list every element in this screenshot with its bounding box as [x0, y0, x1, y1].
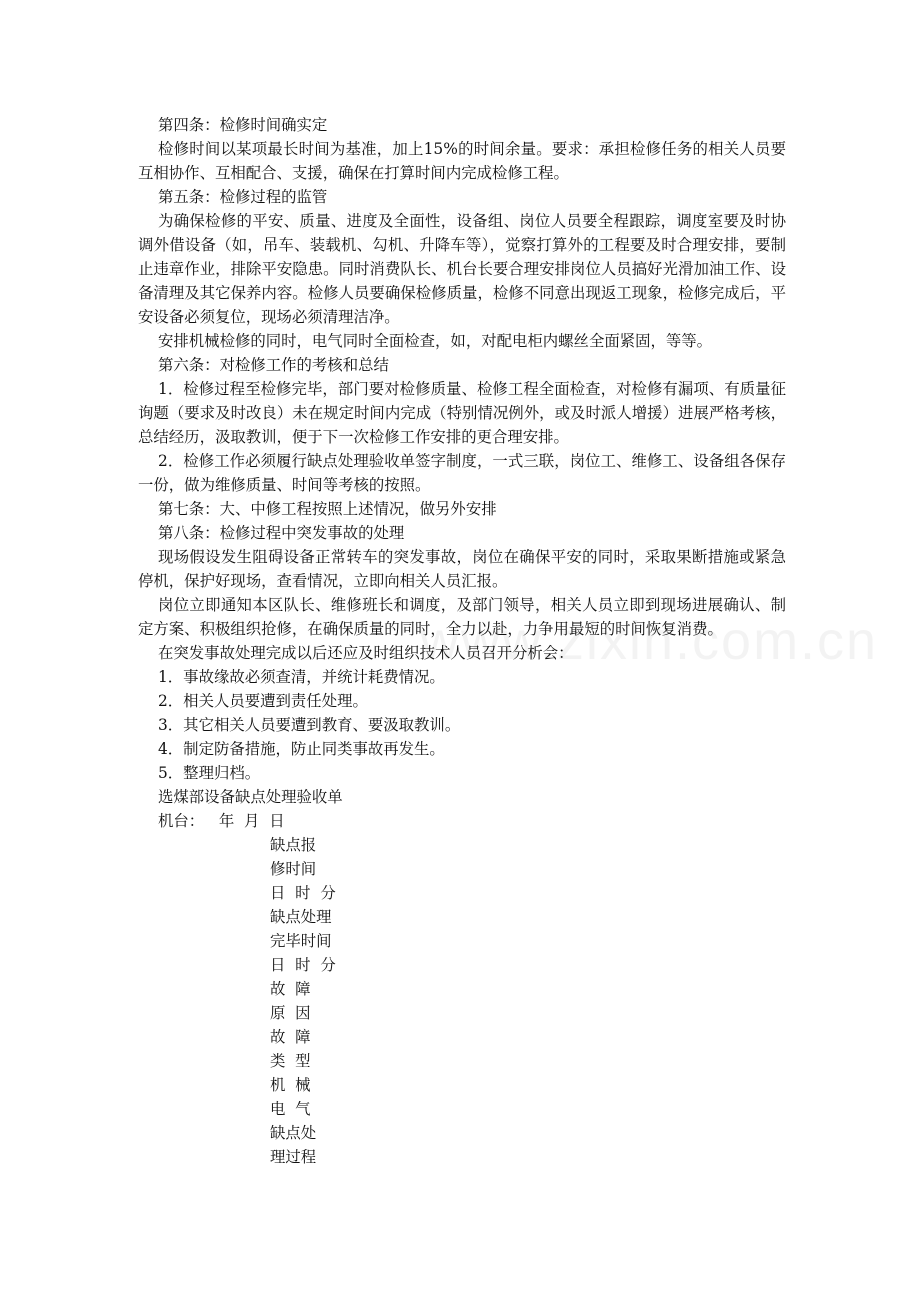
form-field-label: 缺点报	[270, 836, 317, 854]
form-field-label: 日 时 分	[270, 884, 336, 902]
list-item: 4．制定防备措施，防止同类事故再发生。	[158, 740, 445, 758]
article-6-heading: 第六条：对检修工作的考核和总结	[158, 356, 389, 374]
form-date-line: 机台： 年 月 日	[158, 812, 285, 830]
form-field-label: 理过程	[270, 1148, 317, 1166]
list-item: 3．其它相关人员要遭到教育、要汲取教训。	[158, 716, 461, 734]
article-4-heading: 第四条：检修时间确实定	[158, 116, 328, 134]
form-field-label: 日 时 分	[270, 956, 336, 974]
form-field-label: 完毕时间	[270, 932, 332, 950]
article-7-heading: 第七条：大、中修工程按照上述情况，做另外安排	[158, 500, 497, 518]
paragraph: 在突发事故处理完成以后还应及时组织技术人员召开分析会：	[158, 644, 574, 662]
paragraph: 检修时间以某项最长时间为基准，加上15%的时间余量。要求：承担检修任务的相关人员要互相协作、互相配合、支援，确保在打算时间内完成检修工程。	[138, 140, 786, 182]
paragraph: 岗位立即通知本区队长、维修班长和调度，及部门领导，相关人员立即到现场进展确认、制定方案、积极组织抢修，在确保质量的同时，全力以赴，力争用最短的时间恢复消费。	[138, 596, 786, 638]
form-field-label: 故 障	[270, 1028, 311, 1046]
list-item: 5．整理归档。	[158, 764, 261, 782]
list-item: 2．相关人员要遭到责任处理。	[158, 692, 368, 710]
article-5-heading: 第五条：检修过程的监管	[158, 188, 328, 206]
form-field-label: 原 因	[270, 1004, 311, 1022]
form-field-label: 缺点处理	[270, 908, 332, 926]
form-title: 选煤部设备缺点处理验收单	[158, 788, 343, 806]
form-field-label: 修时间	[270, 860, 317, 878]
form-field-label: 类 型	[270, 1052, 311, 1070]
list-item: 1．检修过程至检修完毕，部门要对检修质量、检修工程全面检查，对检修有漏项、有质量征询题（要求及时改良）未在规定时间内完成（特别情况例外，或及时派人增援）进展严格考核，总结经历，汲取教训，便于下一次检修工作安排的更合理安排。	[138, 380, 786, 446]
form-field-label: 机 械	[270, 1076, 311, 1094]
paragraph: 现场假设发生阻碍设备正常转车的突发事故，岗位在确保平安的同时，采取果断措施或紧急停机，保护好现场，查看情况，立即向相关人员汇报。	[138, 548, 786, 590]
document-body	[138, 113, 786, 1169]
form-field-label: 电 气	[270, 1100, 311, 1118]
form-field-label: 故 障	[270, 980, 311, 998]
form-field-label: 缺点处	[270, 1124, 317, 1142]
paragraph: 为确保检修的平安、质量、进度及全面性，设备组、岗位人员要全程跟踪，调度室要及时协调外借设备（如，吊车、装载机、勾机、升降车等），觉察打算外的工程要及时合理安排，要制止违章作业，排除平安隐患。同时消费队长、机台长要合理安排岗位人员搞好光滑加油工作、设备清理及其它保养内容。检修人员要确保检修质量，检修不同意出现返工现象，检修完成后，平安设备必须复位，现场必须清理洁净。	[138, 212, 786, 326]
paragraph: 安排机械检修的同时，电气同时全面检查，如，对配电柜内螺丝全面紧固，等等。	[158, 332, 713, 350]
article-8-heading: 第八条：检修过程中突发事故的处理	[158, 524, 405, 542]
list-item: 2．检修工作必须履行缺点处理验收单签字制度，一式三联，岗位工、维修工、设备组各保存一份，做为维修质量、时间等考核的按照。	[138, 452, 786, 494]
list-item: 1．事故缘故必须查清，并统计耗费情况。	[158, 668, 445, 686]
